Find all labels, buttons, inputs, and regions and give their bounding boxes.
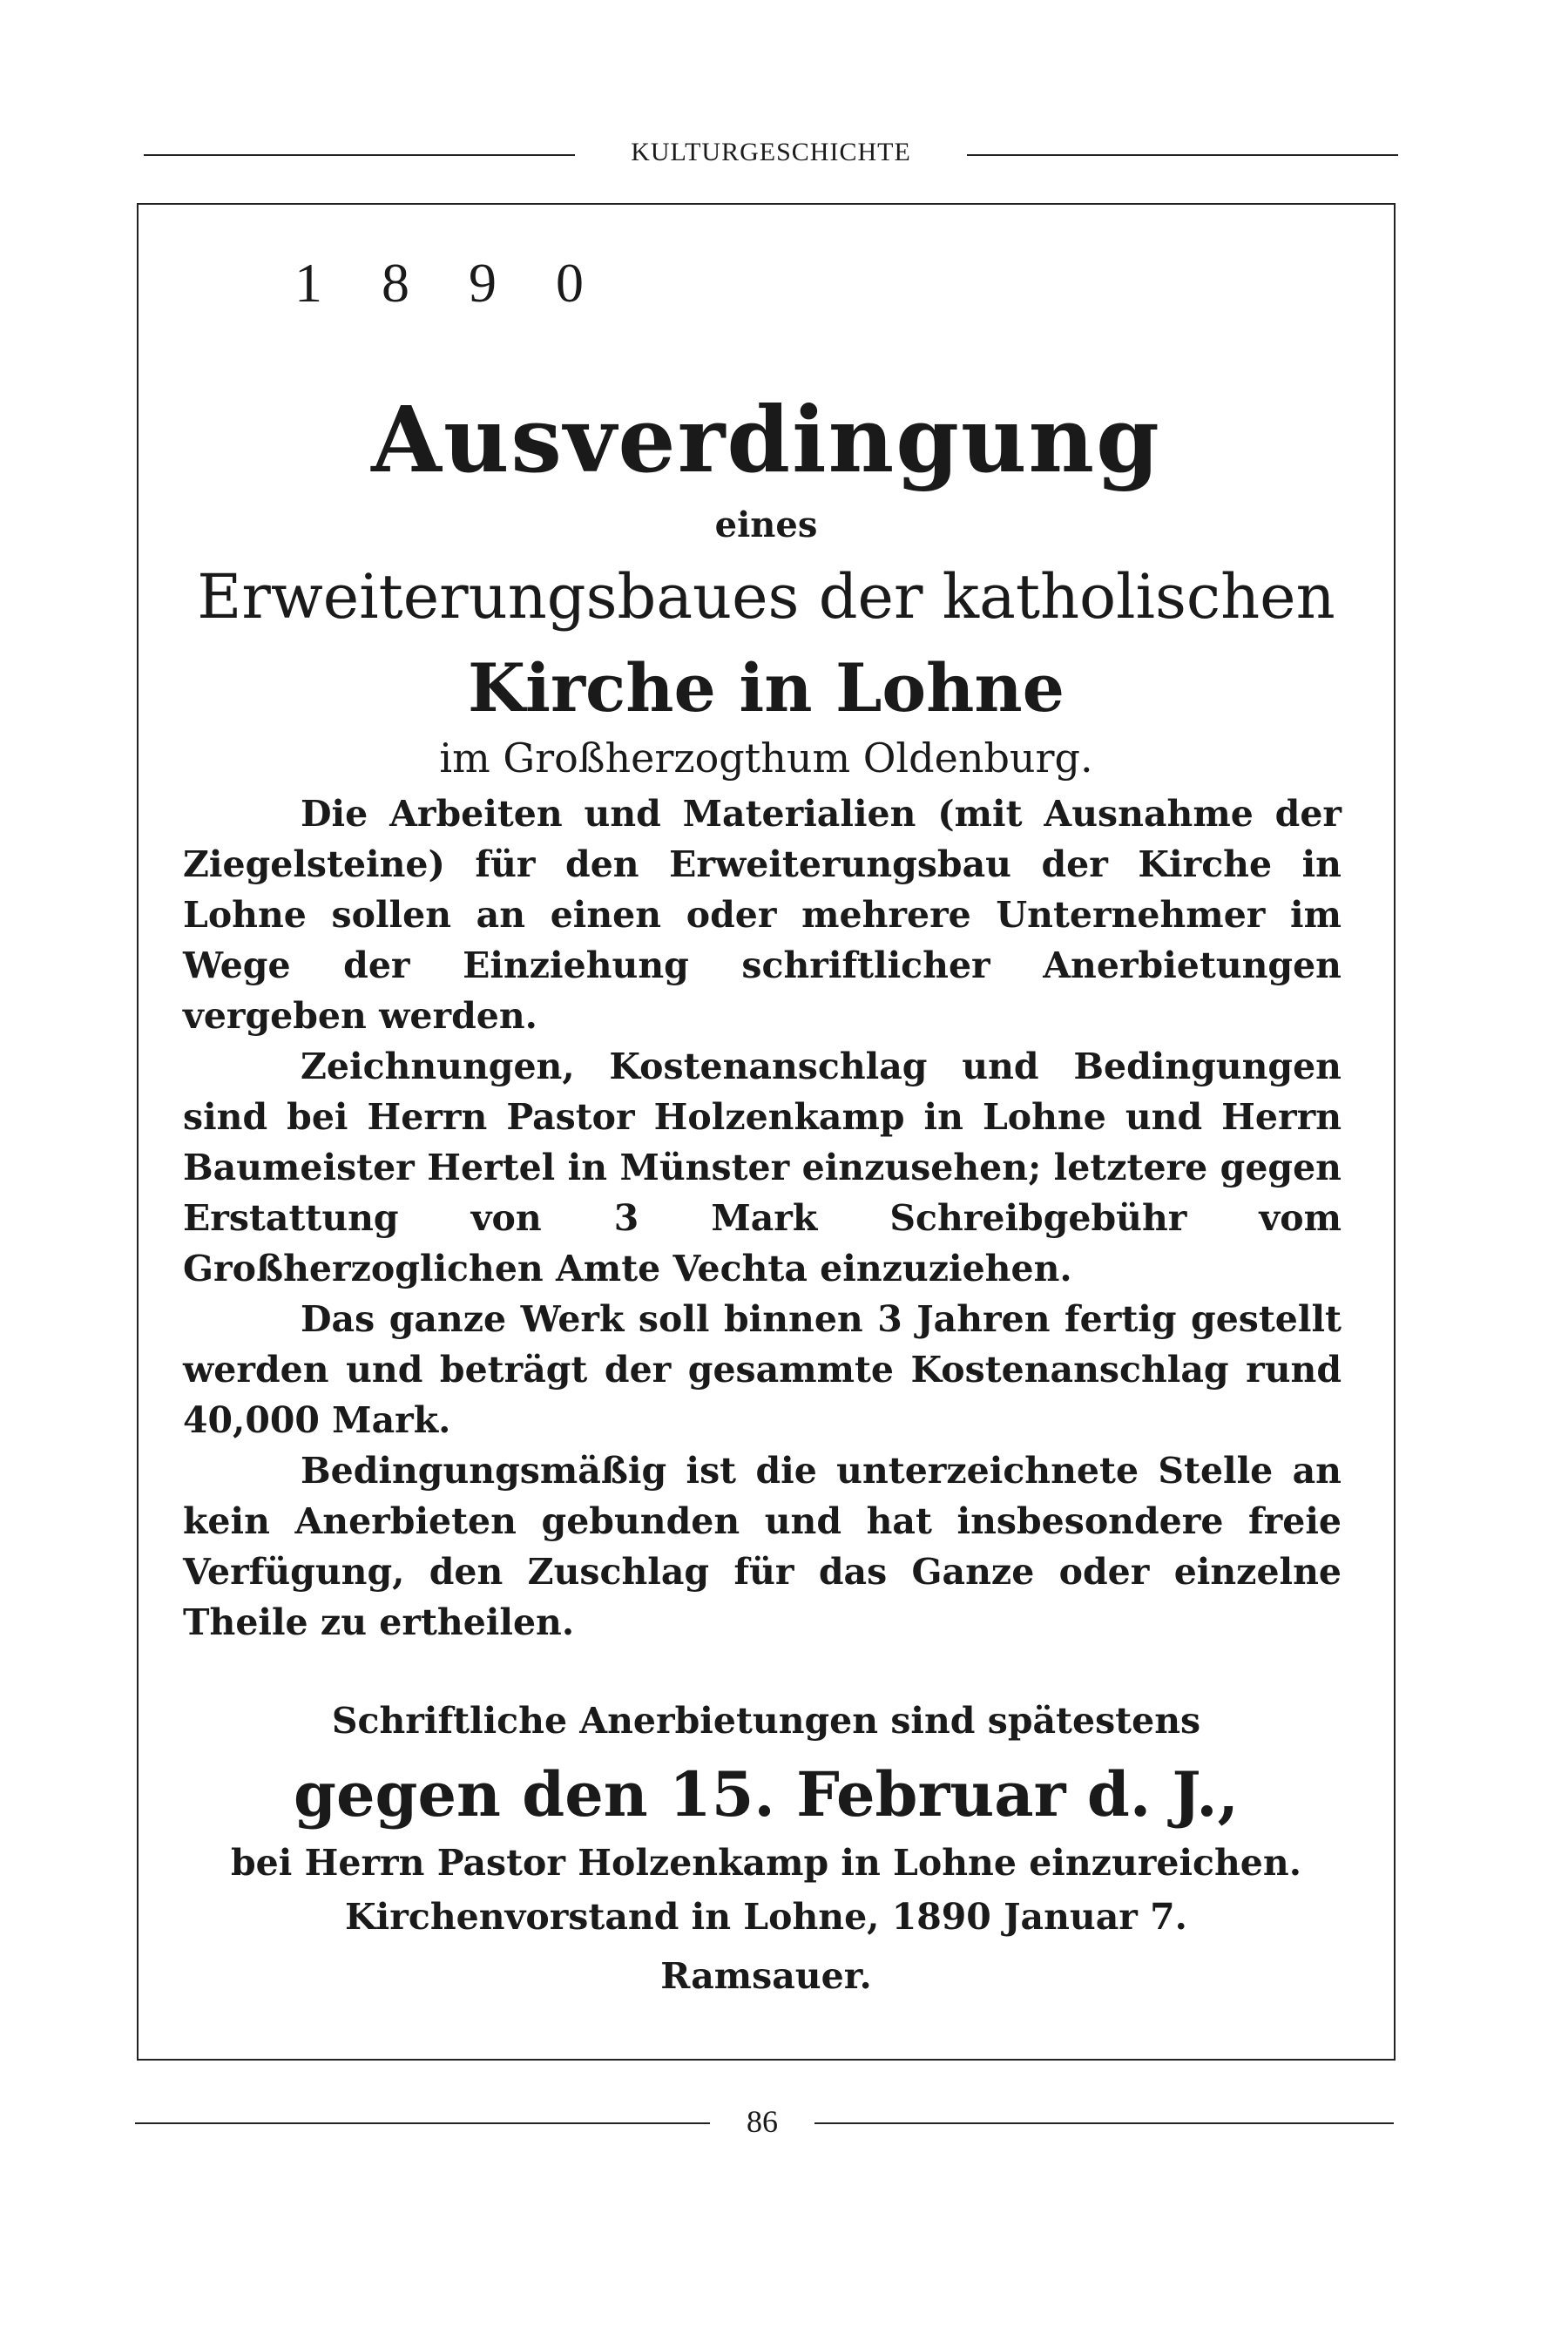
footer-rule-right <box>814 2122 1394 2124</box>
header-rule-right <box>967 154 1398 156</box>
page-number: 86 <box>747 2104 778 2139</box>
submission-instruction: bei Herrn Pastor Holzenkamp in Lohne einzureichen. <box>231 1842 1301 1884</box>
notice-year: 1 8 9 0 <box>294 252 606 314</box>
deadline-date: gegen den 15. Februar d. J., <box>294 1758 1239 1831</box>
page-header <box>144 131 1398 174</box>
notice-paragraph: Bedingungsmäßig ist die unterzeichnete Stelle an kein Anerbieten gebunden und hat insbesondere freie Verfügung, den Zuschlag für das Ganze oder einzelne Theile zu ertheilen. <box>183 1450 1342 1643</box>
footer-rule-left <box>135 2122 710 2124</box>
signature-name: Ramsauer. <box>660 1955 872 1997</box>
notice-subtitle-region: im Großherzogthum Oldenburg. <box>439 734 1093 782</box>
notice-subtitle-building: Erweiterungsbaues der katholischen <box>197 561 1335 633</box>
section-title: KULTURGESCHICHTE <box>631 138 911 166</box>
signature-place-date: Kirchenvorstand in Lohne, 1890 Januar 7. <box>345 1896 1187 1938</box>
deadline-lead: Schriftliche Anerbietungen sind spätestens <box>331 1700 1201 1742</box>
header-rule-left <box>144 154 575 156</box>
notice-paragraph: Das ganze Werk soll binnen 3 Jahren fertig gestellt werden und beträgt der gesammte Kostenanschlag rund 40,000 Mark. <box>183 1298 1342 1441</box>
notice-paragraph: Zeichnungen, Kostenanschlag und Bedingungen sind bei Herrn Pastor Holzenkamp in Lohne und Herrn Baumeister Hertel in Münster einzusehen; letztere gegen Erstattung von 3 Mark Schreibgebühr vom Großherzoglichen Amte Vechta einzuziehen. <box>183 1046 1342 1289</box>
notice-paragraph: Die Arbeiten und Materialien (mit Ausnahme der Ziegelsteine) für den Erweiterungsbau der Kirche in Lohne sollen an einen oder mehrere Unternehmer im Wege der Einziehung schriftlicher Anerbietungen vergeben werden. <box>183 793 1342 1037</box>
page-footer <box>135 2100 1394 2143</box>
notice-subtitle-church: Kirche in Lohne <box>468 649 1064 727</box>
notice-headline: Ausverdingung <box>371 386 1161 493</box>
notice-eines: eines <box>714 504 818 545</box>
notice-body <box>183 788 1342 1648</box>
